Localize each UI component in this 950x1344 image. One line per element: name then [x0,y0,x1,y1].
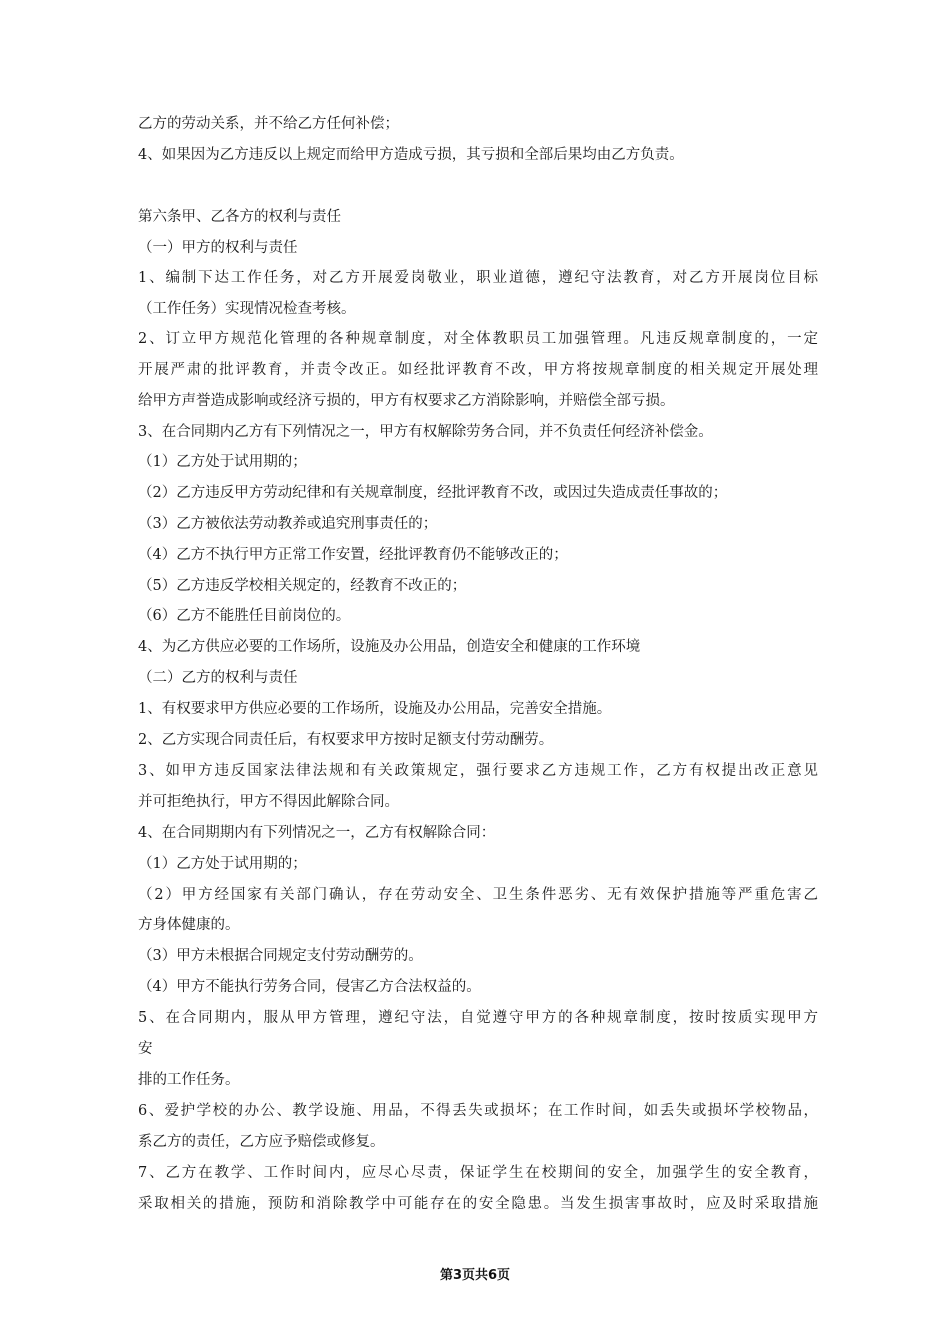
text-line: 5、在合同期内，服从甲方管理，遵纪守法，自觉遵守甲方的各种规章制度，按时按质实现甲方 [138,1010,818,1026]
text-line: 4、如果因为乙方违反以上规定而给甲方造成亏损，其亏损和全部后果均由乙方负责。 [138,147,684,163]
text-line: 开展严肃的批评教育，并责令改正。如经批评教育不改，甲方将按规章制度的相关规定开展处理 [138,362,818,378]
text-line: 6、爱护学校的办公、教学设施、用品，不得丢失或损坏；在工作时间，如丢失或损坏学校物品， [138,1103,818,1119]
list-item: （4）甲方不能执行劳务合同，侵害乙方合法权益的。 [138,979,481,995]
text-line: 乙方的劳动关系，并不给乙方任何补偿； [138,116,399,132]
text-line: 并可拒绝执行，甲方不得因此解除合同。 [138,794,399,810]
list-item: （3）甲方未根据合同规定支付劳动酬劳的。 [138,948,423,964]
text-line: 2、订立甲方规范化管理的各种规章制度，对全体教职员工加强管理。凡违反规章制度的，一定 [138,331,818,347]
text-line: 给甲方声誉造成影响或经济亏损的，甲方有权要求乙方消除影响，并赔偿全部亏损。 [138,393,675,409]
text-line: 2、乙方实现合同责任后，有权要求甲方按时足额支付劳动酬劳。 [138,732,554,748]
text-line: 系乙方的责任，乙方应予赔偿或修复。 [138,1134,385,1150]
list-item: （1）乙方处于试用期的； [138,454,307,470]
list-item: （4）乙方不执行甲方正常工作安置，经批评教育仍不能够改正的； [138,547,568,563]
text-line: 1、编制下达工作任务，对乙方开展爱岗敬业，职业道德，遵纪守法教育，对乙方开展岗位目标 [138,270,818,286]
text-line: 4、在合同期期内有下列情况之一，乙方有权解除合同： [138,825,496,841]
text-line: 3、如甲方违反国家法律法规和有关政策规定，强行要求乙方违规工作，乙方有权提出改正意见 [138,763,818,779]
text-line: （工作任务）实现情况检查考核。 [138,301,356,317]
list-item: （5）乙方违反学校相关规定的，经教育不改正的； [138,578,467,594]
list-item: （3）乙方被依法劳动教养或追究刑事责任的； [138,516,438,532]
text-line: 排的工作任务。 [138,1072,240,1088]
text-line: 方身体健康的。 [138,917,240,933]
text-line: 7、乙方在教学、工作时间内，应尽心尽责，保证学生在校期间的安全，加强学生的安全教育， [138,1165,818,1181]
text-line: 采取相关的措施，预防和消除教学中可能存在的安全隐患。当发生损害事故时，应及时采取措施 [138,1196,818,1212]
list-item: （1）乙方处于试用期的； [138,856,307,872]
text-line: 3、在合同期内乙方有下列情况之一，甲方有权解除劳务合同，并不负责任何经济补偿金。 [138,424,713,440]
list-item: （2）甲方经国家有关部门确认，存在劳动安全、卫生条件恶劣、无有效保护措施等严重危害乙 [138,887,818,903]
text-line: 1、有权要求甲方供应必要的工作场所，设施及办公用品，完善安全措施。 [138,701,612,717]
text-line: 4、为乙方供应必要的工作场所，设施及办公用品，创造安全和健康的工作环境 [138,639,641,655]
text-line: 安 [138,1041,153,1057]
section-heading: 第六条甲、乙各方的权利与责任 [138,209,341,225]
list-item: （6）乙方不能胜任目前岗位的。 [138,608,351,624]
subsection-heading: （一）甲方的权利与责任 [138,240,298,256]
list-item: （2）乙方违反甲方劳动纪律和有关规章制度，经批评教育不改，或因过失造成责任事故的； [138,485,728,501]
page-number: 第3页共6页 [439,1268,511,1283]
subsection-heading: （二）乙方的权利与责任 [138,670,298,686]
